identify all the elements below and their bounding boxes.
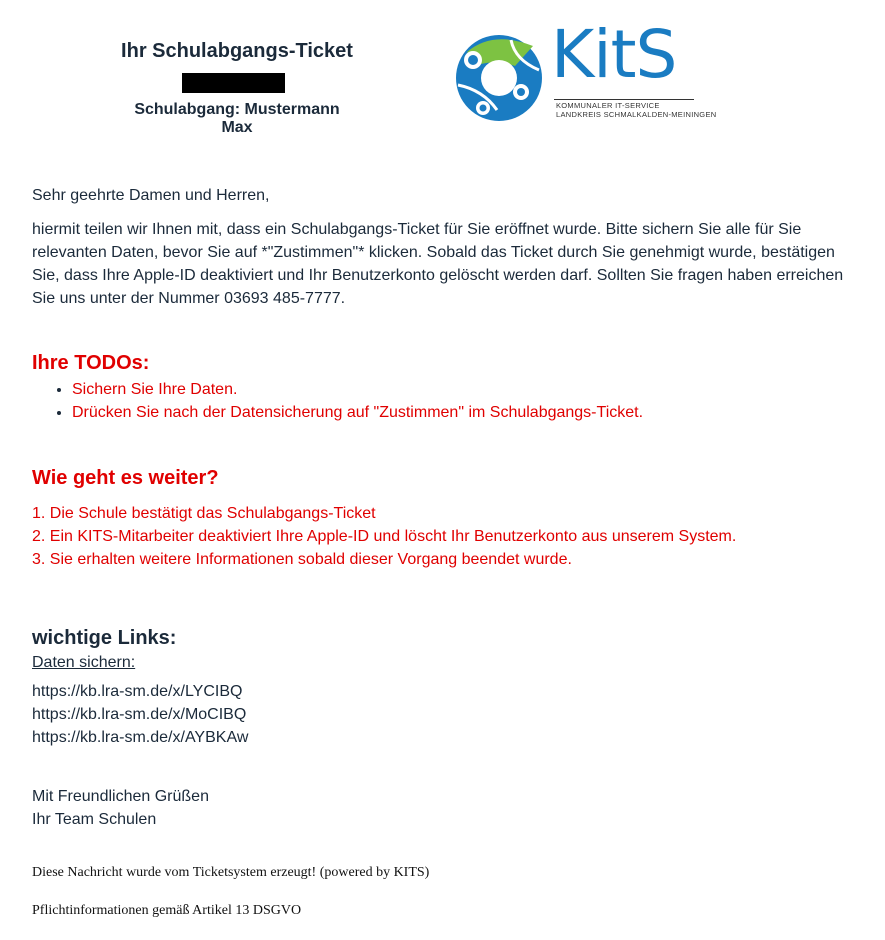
email-body [5, 0, 880, 940]
todos-heading: Ihre TODOs: [32, 352, 150, 374]
signoff [32, 785, 209, 831]
body-paragraph: hiermit teilen wir Ihnen mit, dass ein Schulabgangs-Ticket für Sie eröffnet wurde. Bitte sichern Sie alle für Sie relevanten Daten, bevor Sie auf *"Zustimmen"* klicken. Sobald das Ticket durch Sie genehmigt wurde, bestätigen Sie, dass Ihre Apple-ID deaktiviert und Ihr Benutzerkonto gelöscht werden darf. Sollten Sie fragen haben erreichen Sie uns unter der Nummer 03693 485-7777. [32, 221, 844, 307]
next-steps-list [32, 502, 736, 571]
todo-item: Sichern Sie Ihre Daten. [72, 381, 238, 398]
todo-list [32, 378, 643, 424]
kits-logo [453, 16, 717, 125]
next-steps-heading: Wie geht es weiter? [32, 467, 219, 489]
step-item: 3. Sie erhalten weitere Informationen sobald dieser Vorgang beendet wurde. [32, 551, 572, 568]
ticket-subtitle: Schulabgang: Mustermann Max [134, 101, 340, 136]
link-url[interactable]: https://kb.lra-sm.de/x/AYBKAw [32, 729, 249, 746]
signoff-line-1: Mit Freundlichen Grüßen [32, 788, 209, 805]
footer-generated-note: Diese Nachricht wurde vom Ticketsystem erzeugt! (powered by KITS) [32, 865, 430, 880]
step-item: 2. Ein KITS-Mitarbeiter deaktiviert Ihre Apple-ID und löscht Ihr Benutzerkonto aus unserem System. [32, 528, 737, 545]
link-url[interactable]: https://kb.lra-sm.de/x/LYCIBQ [32, 683, 243, 700]
logo-wordmark: KitS [551, 16, 677, 93]
footer-gdpr-note: Pflichtinformationen gemäß Artikel 13 DSGVO [32, 903, 302, 918]
greeting: Sehr geehrte Damen und Herren, [32, 187, 270, 204]
logo-tagline-2: LANDKREIS SCHMALKALDEN-MEININGEN [556, 110, 717, 119]
step-item: 1. Die Schule bestätigt das Schulabgangs-Ticket [32, 505, 376, 522]
links-list [32, 680, 248, 749]
list-item [72, 378, 643, 401]
links-heading: wichtige Links: [32, 627, 177, 649]
ticket-title: Ihr Schulabgangs-Ticket [121, 40, 353, 62]
redacted-block [182, 73, 285, 93]
signoff-line-2: Ihr Team Schulen [32, 811, 157, 828]
logo-tagline-1: KOMMUNALER IT-SERVICE [556, 101, 660, 110]
todo-item: Drücken Sie nach der Datensicherung auf "Zustimmen" im Schulabgangs-Ticket. [72, 404, 644, 421]
links-label: Daten sichern: [32, 654, 136, 671]
link-url[interactable]: https://kb.lra-sm.de/x/MoCIBQ [32, 706, 247, 723]
logo-divider [554, 99, 694, 100]
kits-emblem-icon [453, 30, 553, 125]
list-item [72, 401, 643, 424]
